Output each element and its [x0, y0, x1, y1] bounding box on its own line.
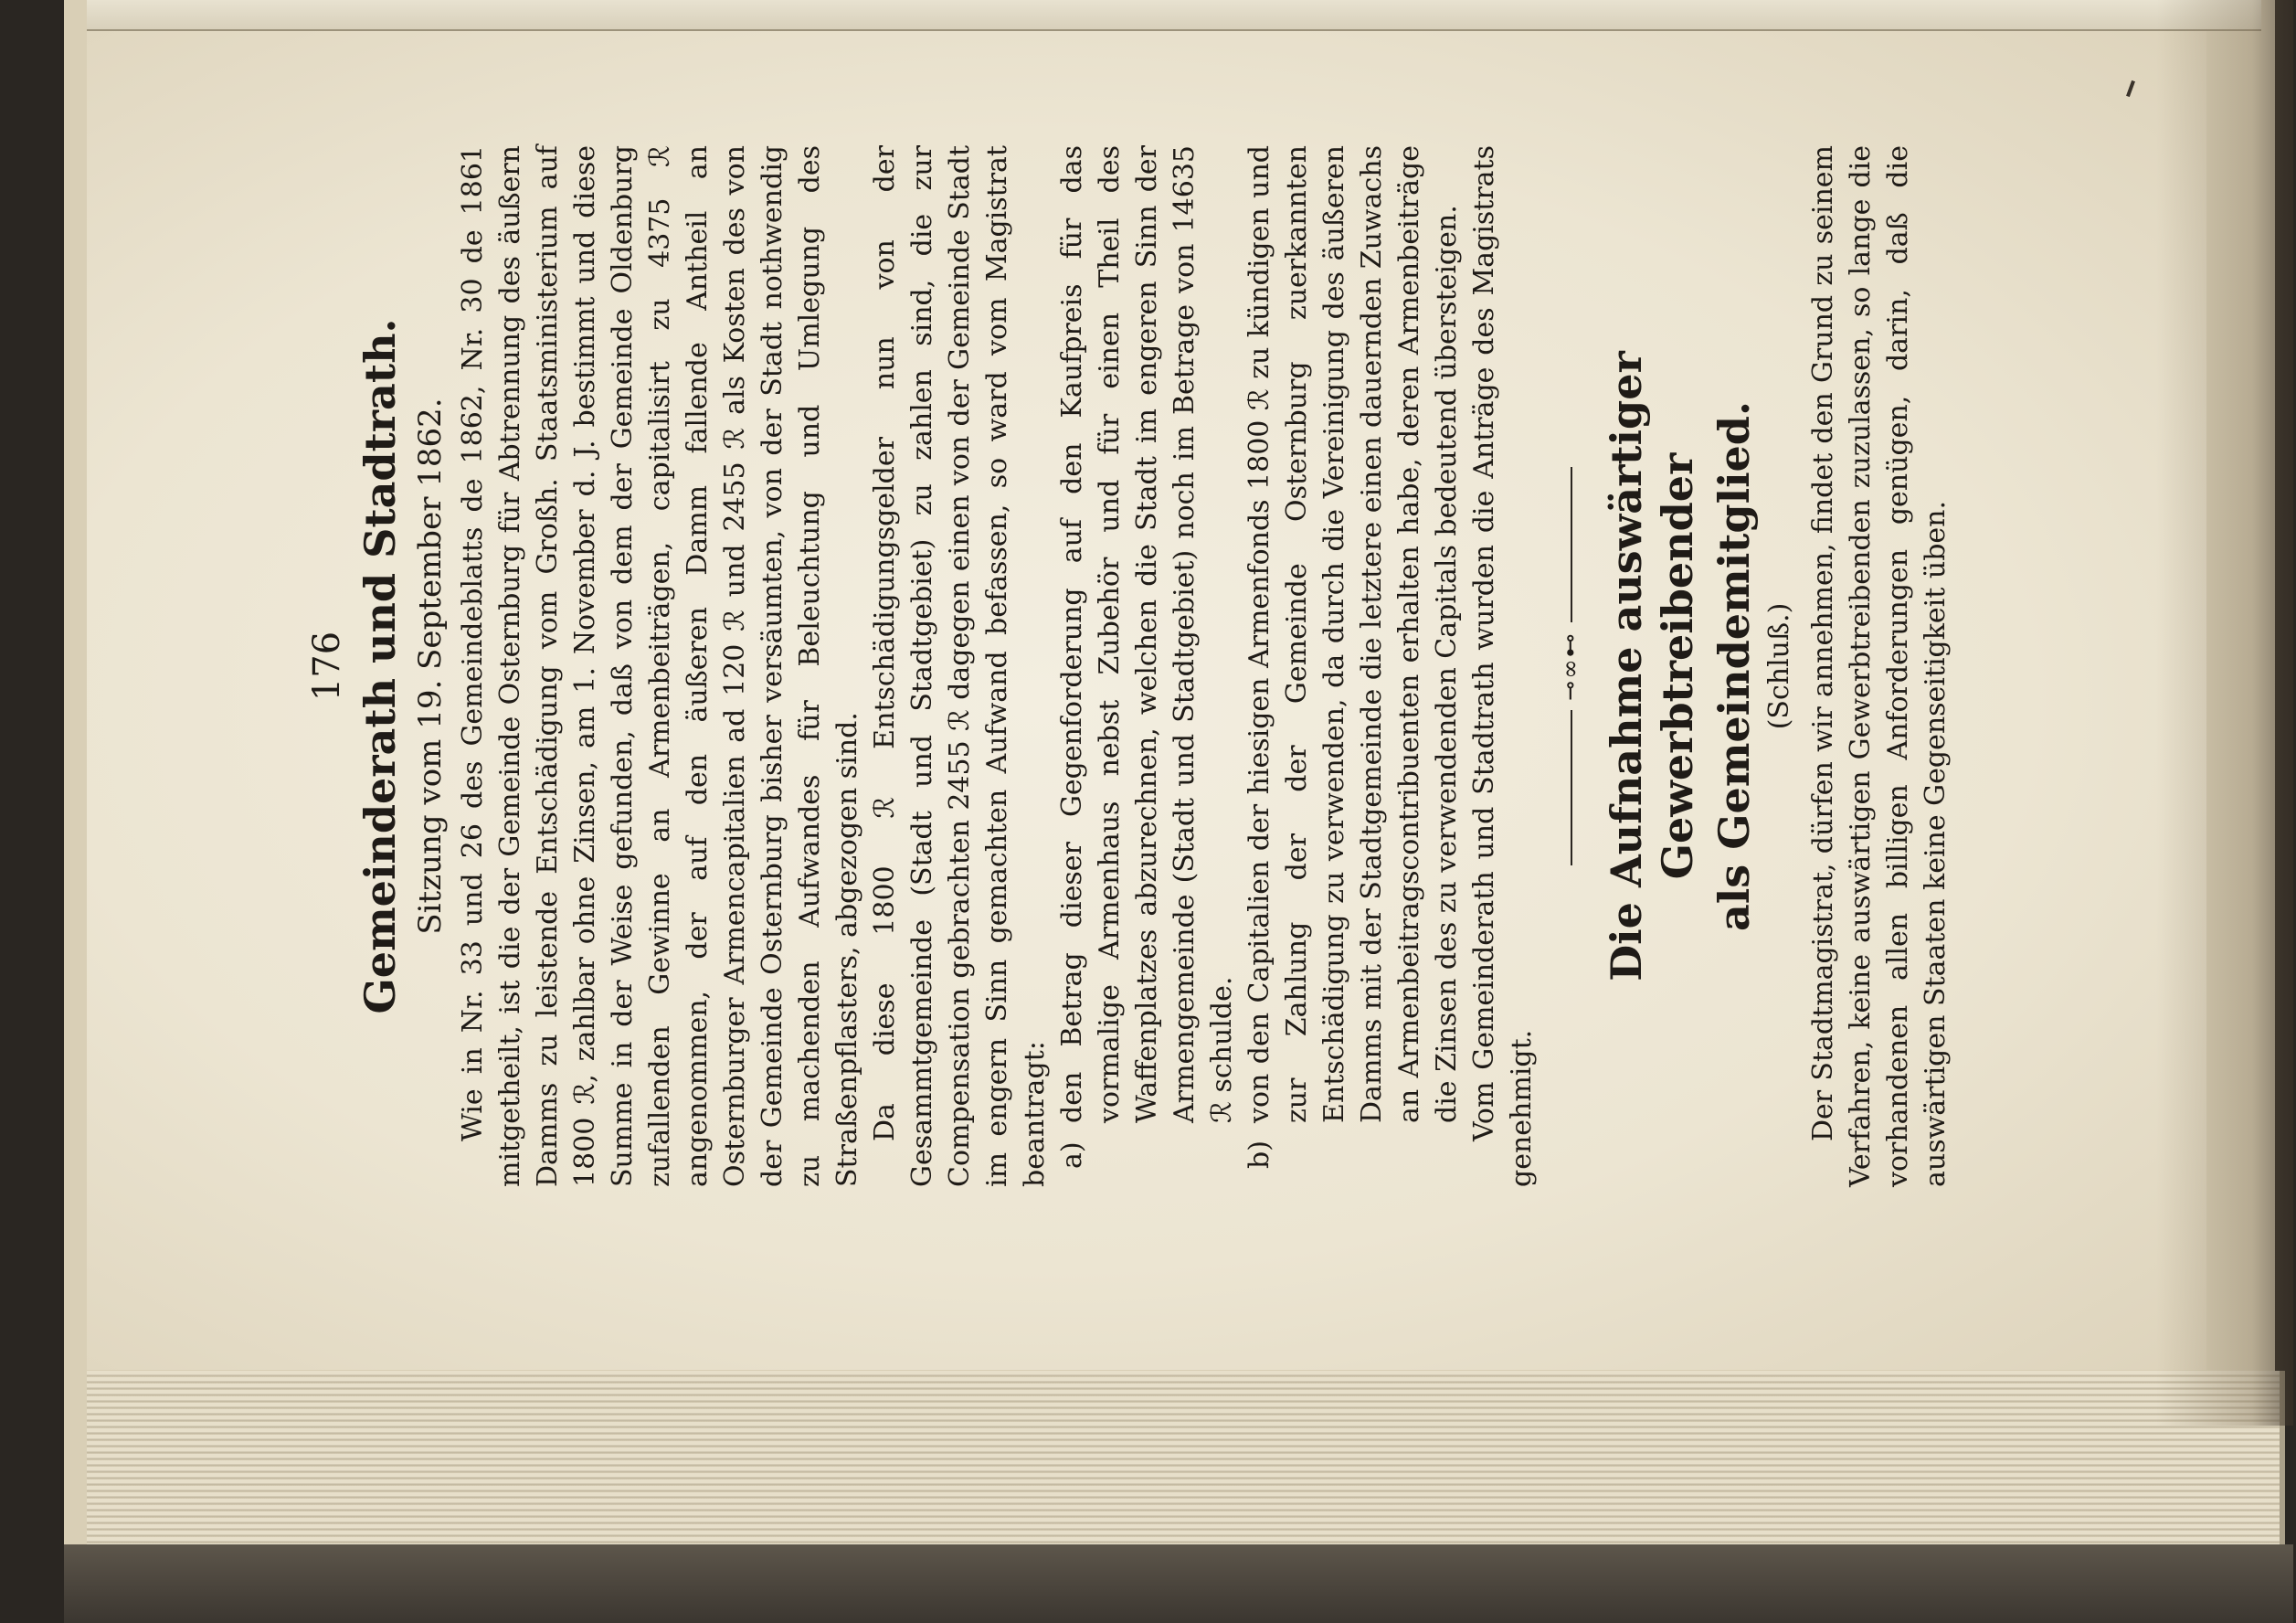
item-a-text: den Betrag dieser Gegenforderung auf den Kaufpreis für das vormalige Armenhaus nebst Zubehör und für einen Theil des Waffenplatzes abzurechnen, welchen die Stadt im engeren Sinn der Armengemeinde (Stadt und Stadtgebiet) noch im Betrage von 14635 ℛ schulde.	[1056, 145, 1238, 1123]
divider-ornament: ⊸∞⊷	[1557, 631, 1584, 701]
list-item-a	[1053, 145, 1241, 1187]
rotated-text-block	[306, 145, 1969, 1187]
divider-line-left	[1571, 710, 1572, 865]
book-page	[87, 31, 2206, 1370]
section2-title-line1: Die Aufnahme auswärtiger Gewerbtreibender	[1602, 351, 1702, 981]
item-a-label: a)	[1056, 1141, 1088, 1169]
list-item-b	[1241, 145, 1465, 1187]
section-divider	[1557, 145, 1584, 1187]
spine-shadow	[2156, 0, 2293, 1426]
section2-title-line2: als Gemeindemitglied.	[1709, 401, 1759, 931]
item-b-label: b)	[1243, 1140, 1275, 1169]
page-number: 176	[306, 631, 348, 702]
previous-page-edge	[87, 0, 2261, 31]
paragraph-3: Vom Gemeinderath und Stadtrath wurden die Anträge des Magistrats genehmigt.	[1468, 145, 1538, 1187]
paragraph-1: Wie in Nr. 33 und 26 des Gemeindeblatts de 1862, Nr. 30 de 1861 mitgetheilt, ist die der Gemeinde Osternburg für Abtrennung des äußern Damms zu leistende Entschädigung vom Großh. Staatsministerium auf 1800 ℛ, zahlbar ohne Zinsen, am 1. November d. J. bestimmt und diese Summe in der Weise gefunden, daß von dem der Gemeinde Oldenburg zufallenden Gewinne an Armenbeiträgen, capitalisirt zu 4375 ℛ angenommen, der auf den äußeren Damm fallende Antheil an Osternburger Armencapitalien ad 120 ℛ und 2455 ℛ als Kosten des von der Gemeinde Osternburg bisher versäumten, von der Stadt nothwendig zu machenden Aufwandes für Beleuchtung und Umlegung des Straßenpflasters, abgezogen sind.	[457, 145, 863, 1187]
section-title: Gemeinderath und Stadtrath.	[355, 318, 405, 1014]
paragraph-4: Der Stadtmagistrat, dürfen wir annehmen, findet den Grund zu seinem Verfahren, keine auswärtigen Gewerbtreibenden zuzulassen, so lange die vorhandenen allen billigen Anforderungen genügen, darin, daß die auswärtigen Staaten keine Gegenseitigkeit üben.	[1807, 145, 1952, 1187]
section2-note: (Schluß.)	[1763, 602, 1795, 730]
session-date: Sitzung vom 19. September 1862.	[412, 398, 449, 935]
item-b-text: von den Capitalien der hiesigen Armenfonds 1800 ℛ zu kündigen und zur Zahlung der der Gemeinde Osternburg zuerkannten Entschädigung zu verwenden, da durch die Vereinigung des äußeren Damms mit der Stadtgemeinde die letztere einen dauernden Zuwachs an Armenbeitragscontribuenten erhalten habe, deren Armenbeiträge die Zinsen des zu verwendenden Capitals bedeutend übersteigen.	[1243, 145, 1463, 1123]
paragraph-2: Da diese 1800 ℛ Entschädigungsgelder nun von der Gesammtgemeinde (Stadt und Stadtgebiet) zu zahlen sind, die zur Compensation gebrachten 2455 ℛ dagegen einen von der Gemeinde Stadt im engern Sinn gemachten Aufwand befassen, so ward vom Magistrat beantragt:	[869, 145, 1051, 1187]
divider-line-right	[1571, 467, 1572, 622]
book-cover-edge	[64, 1544, 2293, 1623]
page-edges	[87, 1371, 2285, 1544]
